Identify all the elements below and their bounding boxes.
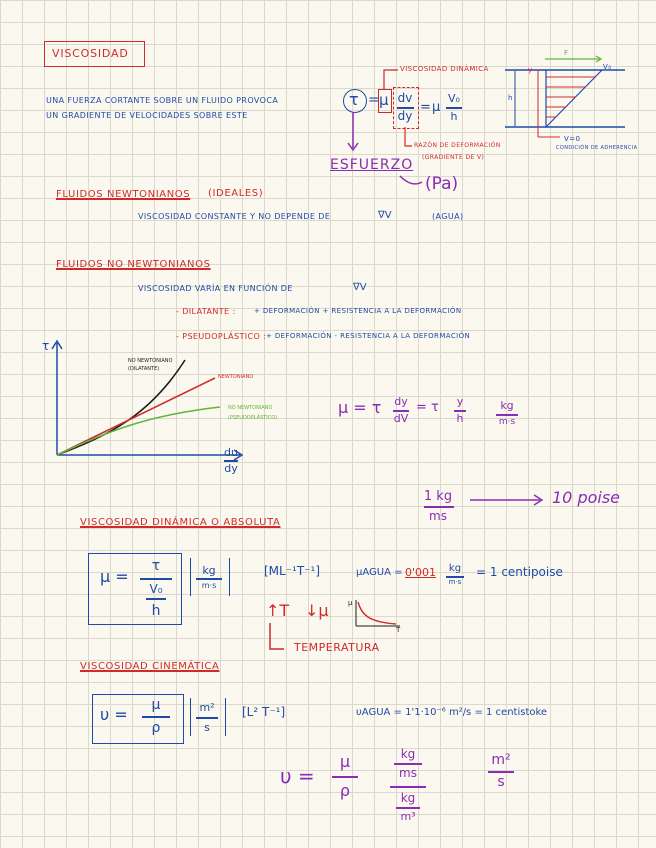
graph-ylabel: τ — [42, 339, 50, 353]
bottom-bar-5 — [488, 771, 514, 773]
eq-v0: V₀ — [448, 92, 460, 105]
plate-F: F — [564, 49, 569, 57]
mu-eq-bar-3 — [496, 414, 518, 416]
bottom-kg2: kg — [400, 791, 416, 805]
eq-du: dv — [397, 91, 413, 105]
newtonianos-line: VISCOSIDAD CONSTANTE Y NO DEPENDE DE — [138, 212, 331, 221]
cinematica-nu: υ = — [100, 705, 128, 724]
agua-mu-value: 0'001 — [405, 566, 437, 579]
pseudoplastico-label: - PSEUDOPLÁSTICO : — [176, 332, 267, 341]
bottom-mu: μ — [339, 752, 351, 771]
mu-eq-mid: = τ — [416, 400, 439, 415]
cinematica-unit-num: m² — [199, 701, 215, 714]
graph-xlabel-num: du — [224, 446, 238, 459]
dinamica-mu: μ = — [100, 567, 129, 586]
intro-line-2: UN GRADIENTE DE VELOCIDADES SOBRE ESTE — [46, 111, 248, 120]
cinematica-rho: ρ — [151, 720, 161, 736]
temp-up: ↑T — [266, 601, 290, 620]
conv-ms: ms — [429, 509, 447, 523]
eq-dy: dy — [397, 109, 413, 123]
newtonianos-example: (AGUA) — [432, 212, 464, 221]
dinamica-unit-num: kg — [202, 564, 216, 577]
plate-y: y — [528, 66, 533, 74]
note-gradiente: (GRADIENTE DE V) — [422, 154, 485, 161]
dinamica-unit-den: m·s — [201, 581, 217, 590]
agua-unit-den: m·s — [448, 578, 462, 586]
mu-eq-lhs: μ = τ — [338, 398, 382, 417]
mu-eq-dy: dy — [394, 395, 408, 408]
curve-dilatante — [57, 360, 185, 455]
bottom-bar-3 — [390, 786, 426, 788]
dinamica-dims: [ML⁻¹T⁻¹] — [264, 564, 321, 578]
pa-label: (Pa) — [425, 174, 459, 194]
bottom-bar-2 — [394, 763, 422, 765]
note-viscosidad-dinamica: VISCOSIDAD DINÁMICA — [400, 65, 489, 73]
bottom-m2: m² — [491, 752, 511, 768]
plate-V0: V₀ — [603, 63, 612, 71]
cinematica-mu: μ — [151, 697, 161, 713]
mu-eq-kg: kg — [500, 399, 514, 412]
conv-kg: 1 kg — [423, 489, 453, 504]
mini-graph-t: T — [396, 626, 401, 634]
bottom-bar-4 — [396, 807, 420, 809]
bottom-m3: m³ — [400, 810, 416, 823]
eq-h: h — [450, 110, 458, 123]
label-dilatante-2: (DILATANTE) — [128, 366, 160, 372]
mu-eq-y: y — [456, 395, 464, 408]
curve-pseudoplastico — [57, 407, 220, 455]
mu-eq-dv: dV — [393, 412, 409, 425]
cinematica-heading: VISCOSIDAD CINEMÁTICA — [80, 661, 220, 672]
conv-bar — [424, 506, 454, 508]
no-newtonianos-grad: ∇V — [353, 282, 367, 293]
newtonianos-grad: ∇V — [378, 210, 392, 221]
bottom-nu: υ = — [280, 764, 315, 788]
dinamica-tau: τ — [151, 558, 161, 574]
temperatura-label: TEMPERATURA — [294, 641, 380, 654]
cinematica-unit-den: s — [204, 721, 210, 734]
no-newtonianos-heading: FLUIDOS NO NEWTONIANOS — [56, 259, 211, 270]
esfuerzo-label: ESFUERZO — [330, 157, 414, 173]
eq-mu-2: μ — [432, 100, 441, 115]
newtonianos-sub: (IDEALES) — [208, 188, 264, 199]
agua-unit-num: kg — [448, 563, 462, 574]
agua-mu-label: μAGUA = — [356, 567, 403, 578]
no-newtonianos-line: VISCOSIDAD VARÍA EN FUNCIÓN DE — [138, 284, 293, 293]
cinematica-agua: υAGUA = 1'1·10⁻⁶ m²/s = 1 centistoke — [356, 707, 548, 718]
pseudoplastico-text: + DEFORMACIÓN - RESISTENCIA A LA DEFORMACIÓN — [266, 332, 471, 340]
dinamica-heading: VISCOSIDAD DINÁMICA O ABSOLUTA — [80, 517, 281, 528]
bottom-bar-1 — [332, 776, 358, 778]
dinamica-bar-1 — [140, 578, 172, 580]
dinamica-unit-bar — [196, 578, 222, 580]
graph-xlabel-den: dy — [224, 462, 238, 475]
eq-mu: μ — [379, 91, 389, 109]
eq-equals-1: = — [368, 92, 380, 108]
plate-v-zero: V=0 — [564, 135, 581, 143]
newtonianos-heading: FLUIDOS NEWTONIANOS — [56, 189, 191, 200]
label-pseudo-1: NO NEWTONIANO — [228, 405, 273, 411]
mini-graph-mu: μ — [348, 599, 353, 607]
conv-result: 10 poise — [552, 488, 621, 507]
intro-line-1: UNA FUERZA CORTANTE SOBRE UN FLUIDO PROVOCA — [46, 96, 279, 105]
dilatante-text: + DEFORMACIÓN + RESISTENCIA A LA DEFORMACIÓN — [254, 307, 462, 315]
temp-bracket — [268, 623, 288, 653]
dinamica-v0: V₀ — [149, 582, 163, 596]
bottom-ms: ms — [399, 766, 417, 780]
dinamica-h: h — [151, 603, 161, 619]
label-newtoniano: NEWTONIANO — [218, 374, 254, 380]
conv-arrow — [470, 493, 550, 507]
cinematica-unit-bar — [196, 717, 218, 719]
plate-h: h — [508, 94, 513, 102]
note-razon-deformacion: RAZÓN DE DEFORMACIÓN — [414, 142, 501, 149]
cinematica-dims: [L² T⁻¹] — [242, 705, 286, 719]
eq-tau: τ — [349, 90, 359, 109]
bottom-rho: ρ — [339, 781, 351, 800]
agua-centipoise: = 1 centipoise — [476, 565, 563, 579]
plate-adherencia-note: CONDICIÓN DE ADHERENCIA — [556, 145, 638, 151]
bottom-s: s — [497, 774, 505, 790]
mu-eq-ms: m·s — [498, 417, 516, 427]
eq-equals-2: = — [420, 100, 431, 115]
label-pseudo-2: (PSEUDOPLÁSTICO) — [228, 415, 278, 421]
mu-down: ↓μ — [305, 601, 329, 620]
dilatante-label: - DILATANTE : — [176, 307, 236, 316]
dinamica-bar-2 — [146, 598, 166, 600]
label-dilatante-1: NO NEWTONIANO — [128, 358, 173, 364]
page-title: VISCOSIDAD — [52, 47, 129, 60]
mu-eq-h: h — [456, 412, 464, 425]
cinematica-bar — [142, 716, 170, 718]
bottom-kg: kg — [400, 747, 416, 761]
